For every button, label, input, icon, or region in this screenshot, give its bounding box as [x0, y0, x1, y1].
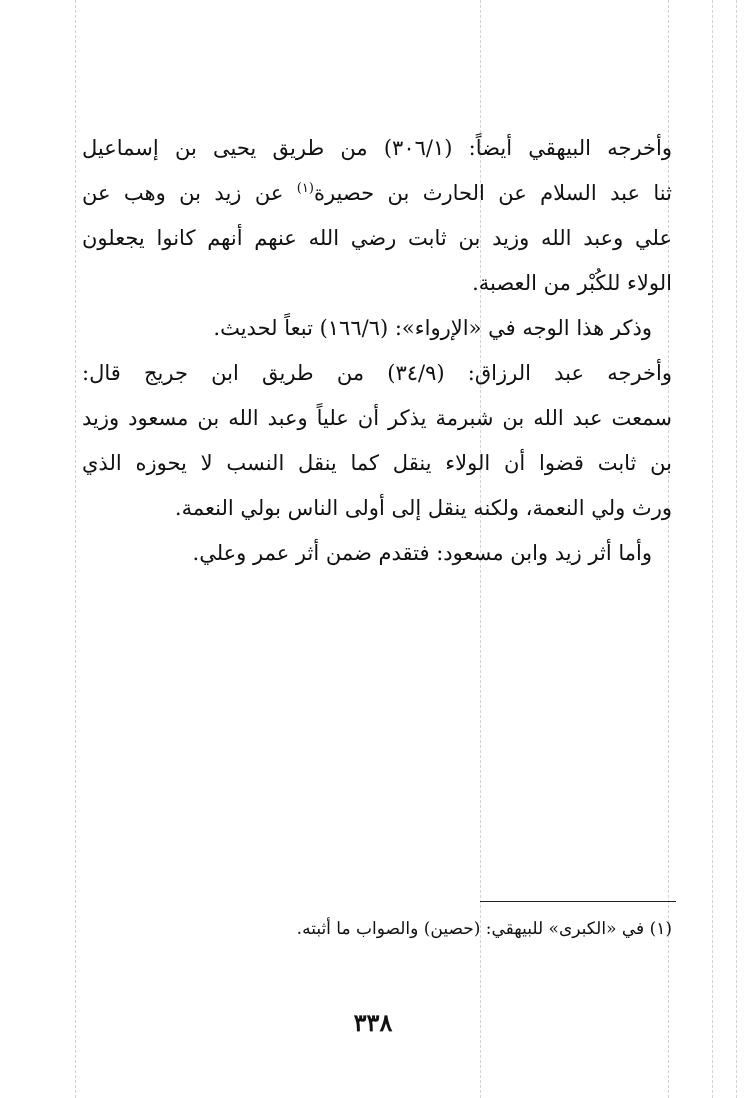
margin-guide: [736, 0, 737, 1098]
text-line: وأخرجه البيهقي أيضاً: (٣٠٦/١) من طريق يحيى بن إسماعيل: [82, 136, 672, 160]
body-text: [82, 126, 672, 576]
text-line: بن ثابت قضوا أن الولاء ينقل كما ينقل النسب لا يحوزه الذي: [82, 451, 672, 475]
footnote-marker: (١): [296, 181, 314, 196]
page-number: ٣٣٨: [353, 1008, 393, 1037]
margin-guide: [75, 0, 76, 1098]
text-line: سمعت عبد الله بن شبرمة يذكر أن علياً وعبد الله بن مسعود وزيد: [82, 406, 672, 430]
text-line: وأما أثر زيد وابن مسعود: فتقدم ضمن أثر عمر وعلي.: [192, 541, 652, 565]
text-line: ورث ولي النعمة، ولكنه ينقل إلى أولى الناس بولي النعمة.: [174, 496, 672, 520]
text-line: الولاء للكُبْر من العصبة.: [472, 271, 672, 295]
footnote: (١) في «الكبرى» للبيهقي: (حصين) والصواب ما أثبته.: [296, 919, 672, 939]
text-line: وذكر هذا الوجه في «الإرواء»: (١٦٦/٦) تبعاً لحديث.: [213, 316, 652, 340]
margin-guide: [712, 0, 713, 1098]
text-line: [82, 171, 672, 216]
footnote-separator: [480, 901, 676, 902]
text-line: علي وعبد الله وزيد بن ثابت رضي الله عنهم أنهم كانوا يجعلون: [82, 226, 672, 250]
text-segment: عن زيد بن وهب عن: [82, 181, 284, 205]
text-segment: ثنا عبد السلام عن الحارث بن حصيرة: [313, 181, 672, 205]
text-line: وأخرجه عبد الرزاق: (٣٤/٩) من طريق ابن جريج قال:: [82, 361, 673, 385]
